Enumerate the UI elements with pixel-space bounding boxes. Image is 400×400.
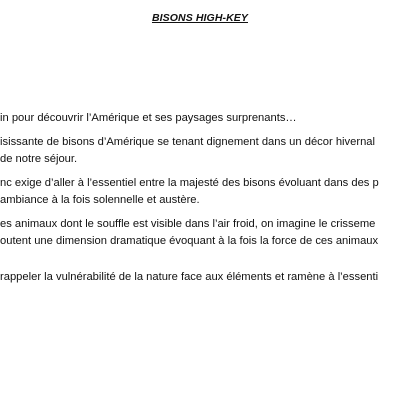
document-title: BISONS HIGH-KEY	[151, 12, 248, 24]
paragraph-line-1: in pour découvrir l’Amérique et ses paysages surprenants…	[0, 112, 297, 124]
paragraph-line-8: rappeler la vulnérabilité de la nature face aux éléments et ramène à l’essenti	[0, 271, 379, 283]
paragraph-line-7: outent une dimension dramatique évoquant à la fois la force de ces animaux	[0, 235, 379, 247]
paragraph-line-4: nc exige d’aller à l’essentiel entre la majesté des bisons évoluant dans des p	[0, 177, 379, 189]
paragraph-line-6: es animaux dont le souffle est visible dans l’air froid, on imagine le crisseme	[0, 218, 376, 230]
paragraph-line-5: ambiance à la fois solennelle et austère.	[0, 194, 200, 206]
paragraph-line-2: isissante de bisons d’Amérique se tenant dignement dans un décor hivernal	[0, 136, 376, 148]
paragraph-line-3: de notre séjour.	[0, 153, 78, 165]
